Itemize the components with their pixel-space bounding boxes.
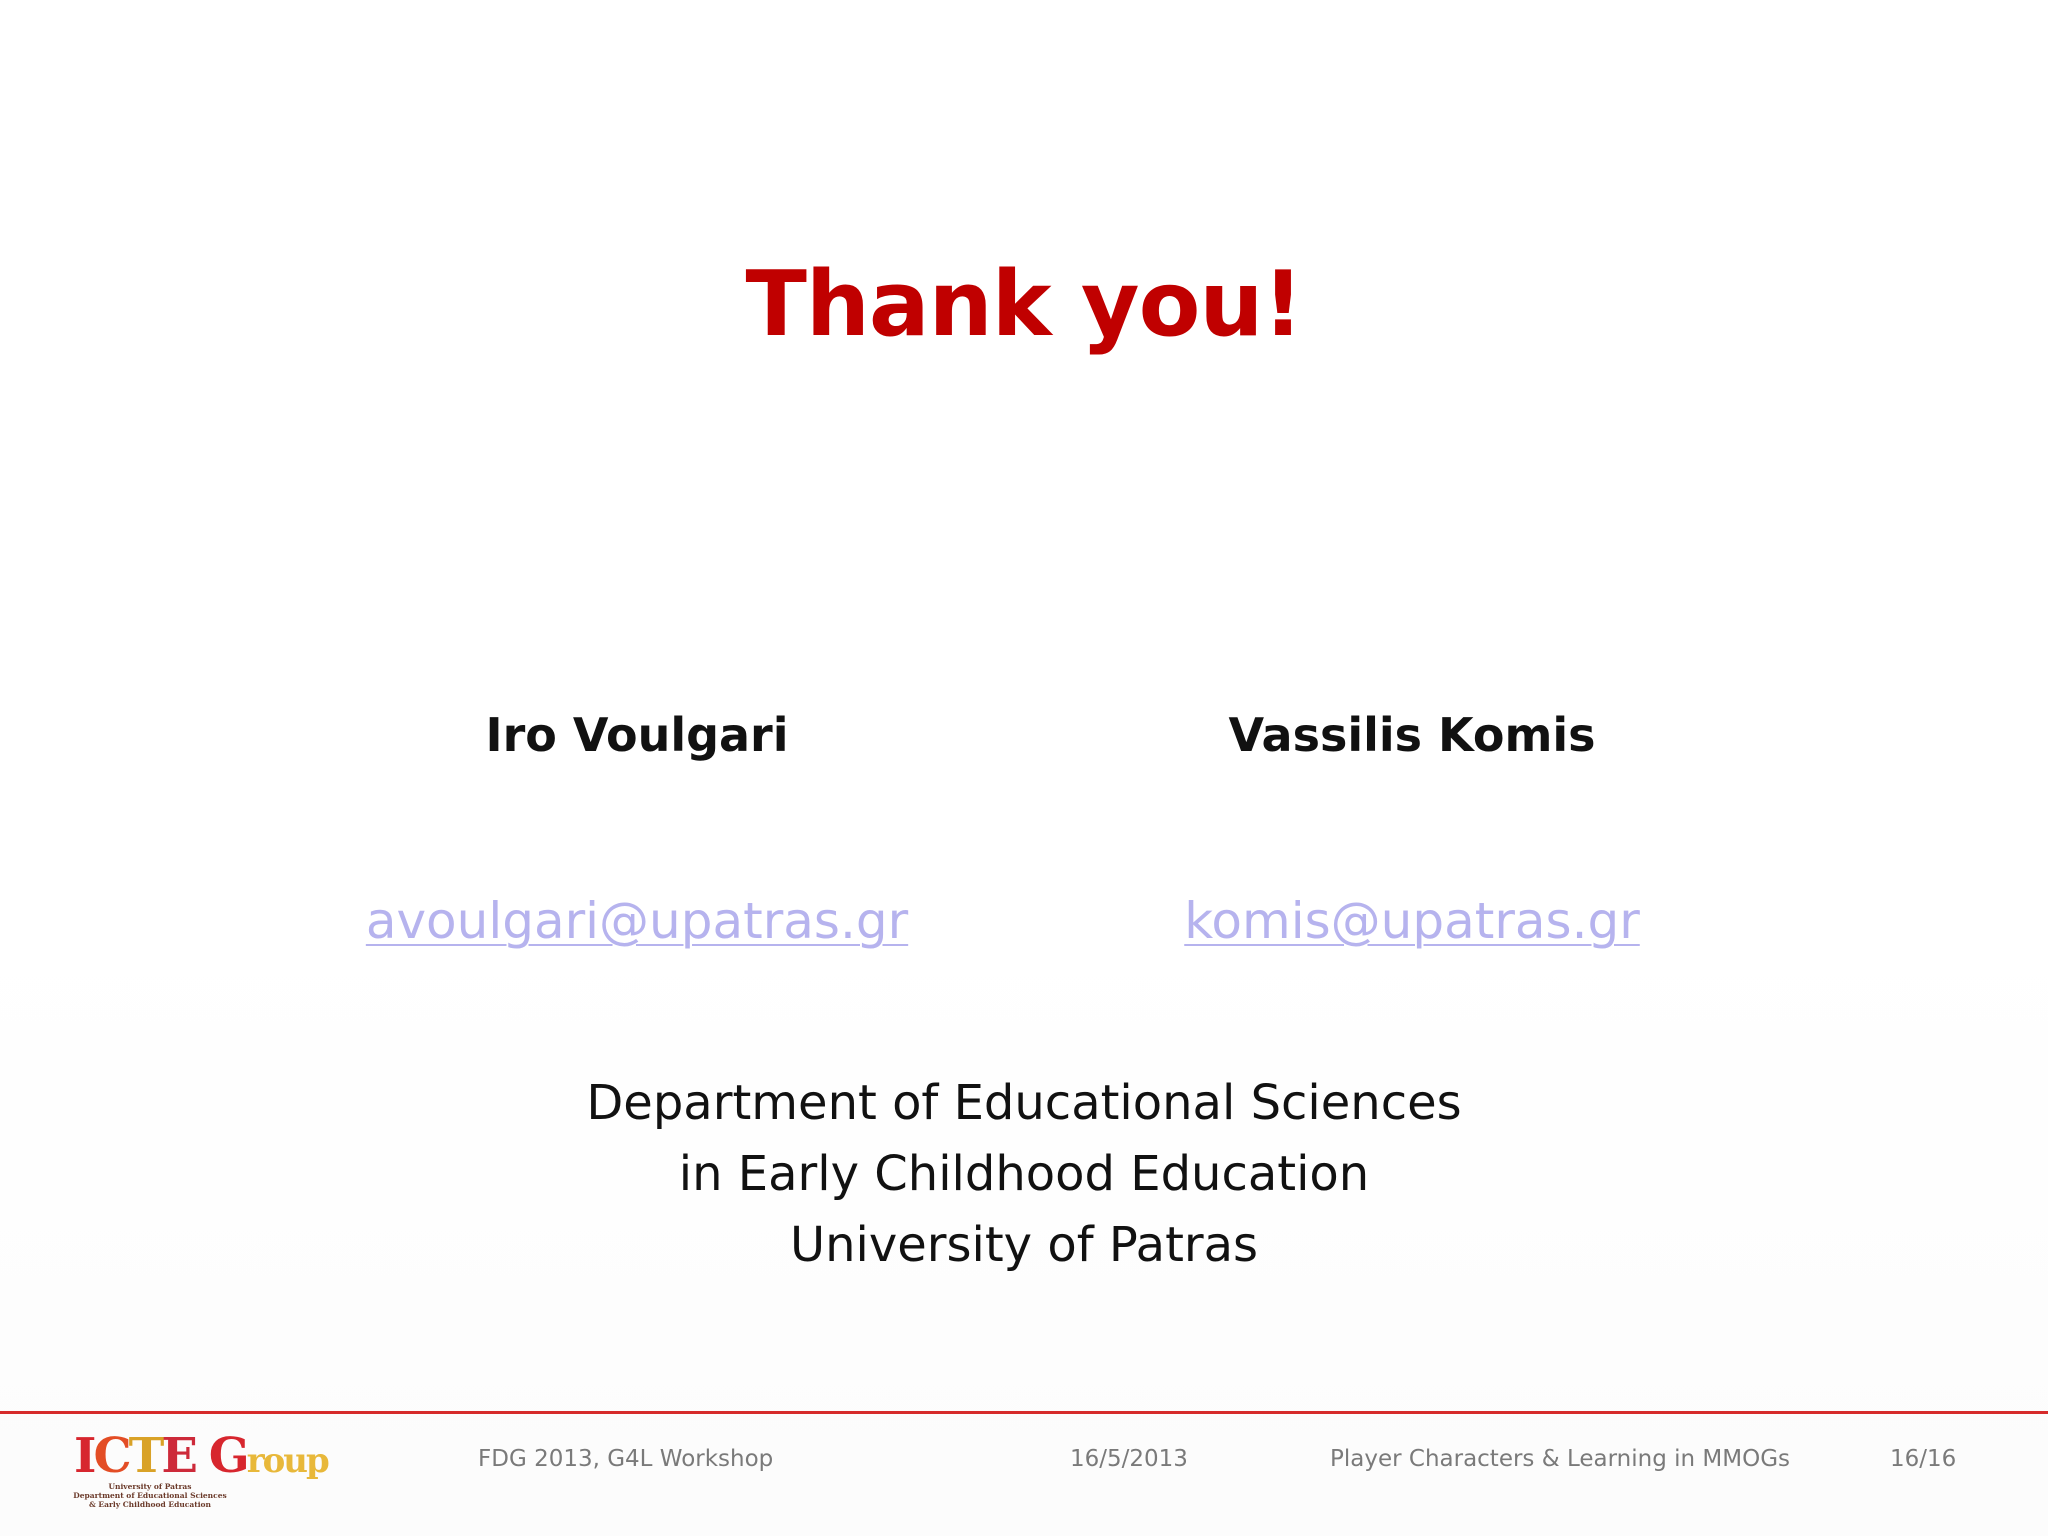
email-link-komis[interactable]: komis@upatras.gr	[1184, 892, 1640, 950]
author-name-komis: Vassilis Komis	[1228, 708, 1596, 762]
author-name-voulgari: Iro Voulgari	[485, 708, 789, 762]
footer-conference: FDG 2013, G4L Workshop	[478, 1446, 774, 1472]
logo-caption: University of Patras Department of Educational Sciences & Early Childhood Education	[73, 1482, 227, 1509]
slide-footer	[0, 1414, 2048, 1536]
affiliation-line-university: University of Patras	[789, 1217, 1259, 1273]
footer-topic: Player Characters & Learning in MMOGs	[1330, 1446, 1791, 1472]
icte-group-logo	[70, 1428, 328, 1520]
email-link-voulgari[interactable]: avoulgari@upatras.gr	[365, 892, 909, 950]
affiliation-line-field: in Early Childhood Education	[678, 1146, 1370, 1202]
logo-wordmark: ICTE Group	[74, 1428, 328, 1484]
footer-date: 16/5/2013	[1070, 1446, 1188, 1472]
footer-page-number: 16/16	[1890, 1446, 1957, 1472]
slide-title: Thank you!	[745, 252, 1303, 357]
affiliation-line-department: Department of Educational Sciences	[586, 1075, 1462, 1131]
affiliation-block	[0, 1068, 2048, 1281]
